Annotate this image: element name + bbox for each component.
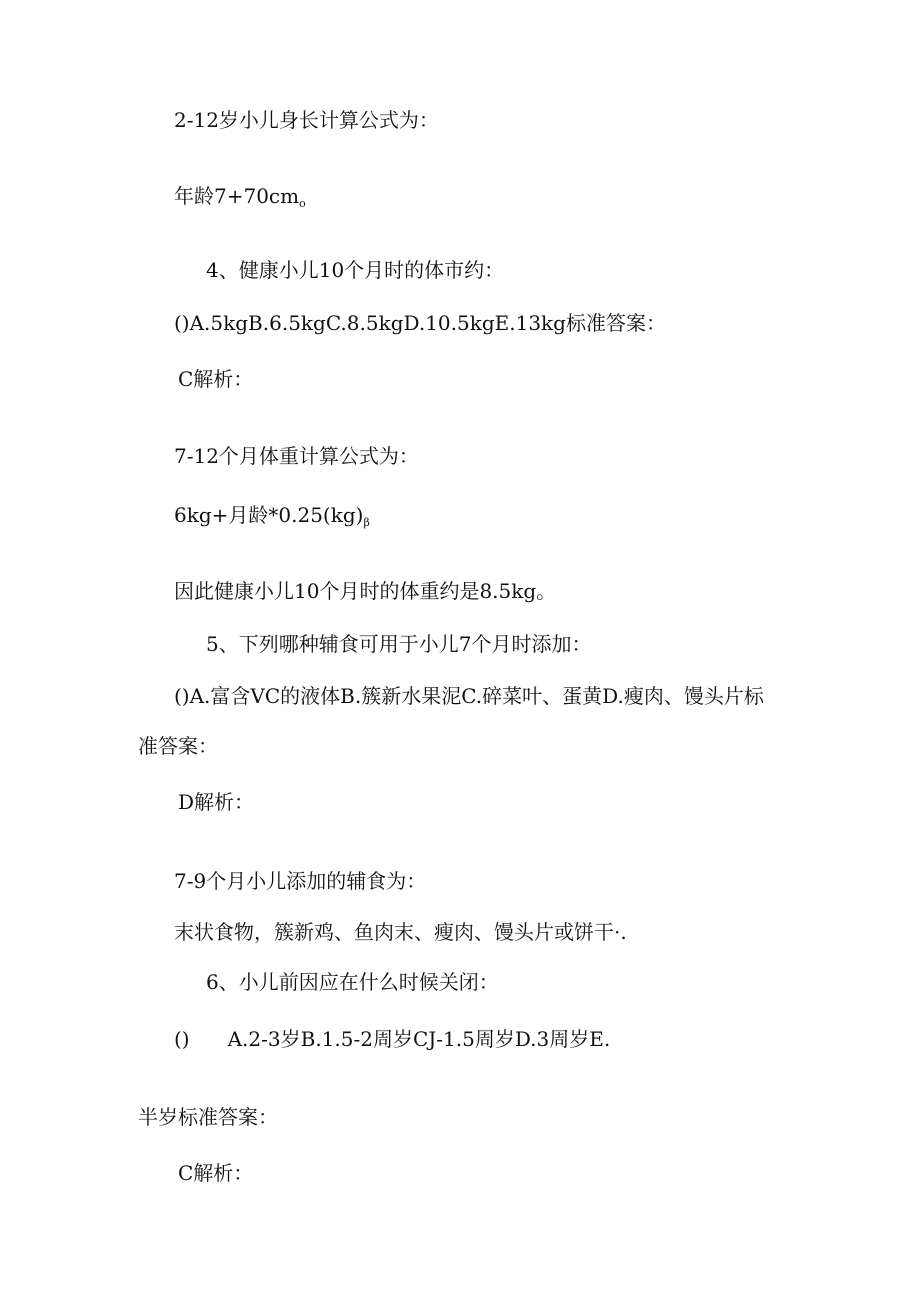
- question-4-options: ()A.5kgB.6.5kgC.8.5kgD.10.5kgE.13kg标准答案：: [174, 311, 666, 335]
- formula-weight: [174, 503, 370, 535]
- formula-heading-height: 2-12岁小儿身长计算公式为：: [174, 108, 439, 132]
- question-6-choices: A.2-3岁B.1.5-2周岁CJ-1.5周岁D.3周岁E.: [227, 1027, 611, 1051]
- formula-heading-weight: 7-12个月体重计算公式为：: [174, 444, 419, 468]
- complementary-food-heading: 7-9个月小儿添加的辅食为：: [174, 869, 427, 893]
- question-5-answer: D解析：: [178, 790, 255, 814]
- question-6-title: 6、小儿前因应在什么时候关闭：: [206, 970, 499, 994]
- question-6-options: [174, 1027, 610, 1051]
- formula-weight-suffix: β: [363, 516, 370, 529]
- question-5-options: ()A.富含VC的液体B.簇新水果泥C.碎菜叶、蛋黄D.瘦肉、馒头片标: [174, 684, 764, 708]
- formula-height-suffix: o: [299, 197, 306, 210]
- question-4-answer: C解析：: [178, 367, 254, 391]
- question-5-title: 5、下列哪种辅食可用于小儿7个月时添加：: [206, 632, 592, 656]
- question-4-conclusion: 因此健康小儿10个月时的体重约是8.5kg。: [174, 579, 557, 603]
- formula-weight-text: 6kg+月龄*0.25(kg): [174, 503, 364, 527]
- question-6-answer: C解析：: [178, 1161, 254, 1185]
- question-6-options-continued: 半岁标准答案：: [138, 1105, 278, 1129]
- question-5-options-continued: 准答案：: [138, 734, 218, 758]
- formula-height-text: 年龄7+70cm: [174, 184, 300, 208]
- question-6-blank: (): [174, 1027, 190, 1051]
- formula-height: [174, 184, 306, 216]
- question-4-title: 4、健康小儿10个月时的体市约：: [206, 258, 505, 282]
- complementary-food-list: 末状食物，簇新鸡、鱼肉末、瘦肉、馒头片或饼干·.: [174, 920, 627, 944]
